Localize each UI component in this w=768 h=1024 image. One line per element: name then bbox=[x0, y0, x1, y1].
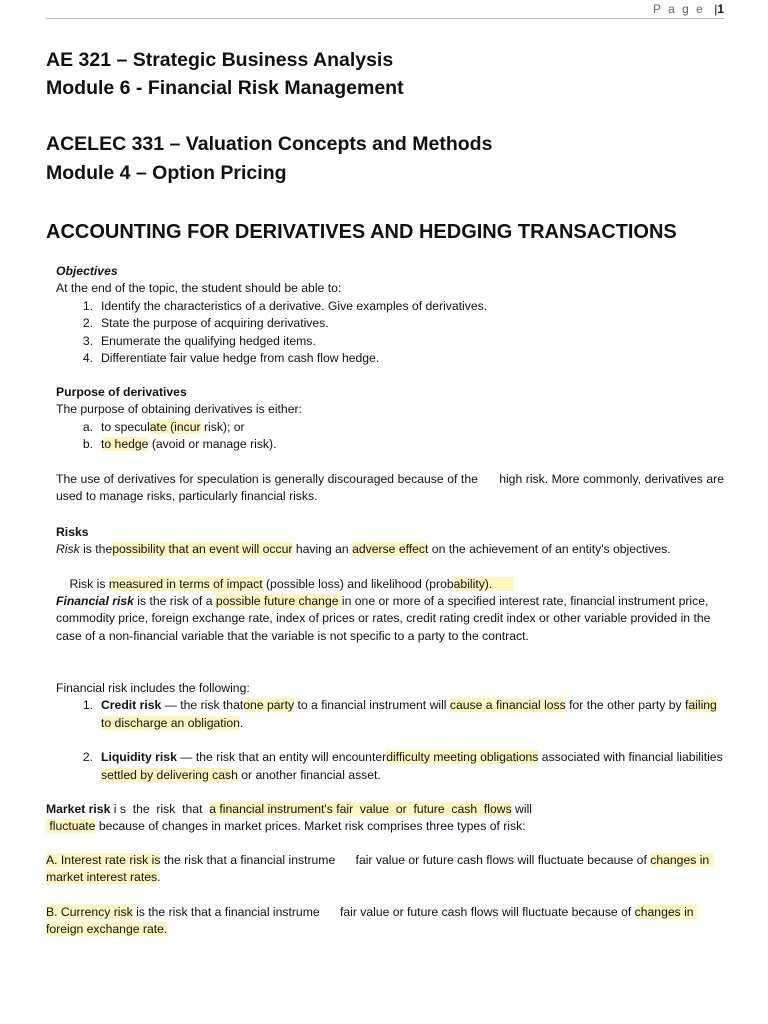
purpose-heading: Purpose of derivatives bbox=[56, 385, 187, 399]
list-item: 1. Credit risk — the risk thatone party to a financial instrument will cause a financial loss for the other party by failing to discharge an obligation. bbox=[82, 698, 717, 730]
financial-risk-paragraph: Financial risk is the risk of a possible future change in one or more of a specified interest rate, financial instrument price, commodity price, foreign exchange rate, index of prices or rates, credit rating credit index or other variable provided in the case of a non-financial variable that the variable is not specific to a party to the contract. bbox=[56, 594, 711, 643]
speculation-paragraph: The use of derivatives for speculation is generally discouraged because of the high risk. More commonly, derivatives are used to manage risks, particularly financial risks. bbox=[56, 472, 728, 504]
page-separator: | bbox=[714, 2, 718, 16]
page-label: P a g e bbox=[653, 2, 705, 16]
purpose-list bbox=[56, 419, 724, 454]
list-item: 1. Identify the characteristics of a derivative. Give examples of derivatives. bbox=[82, 298, 488, 313]
market-risk-paragraph: Market risk i s the risk that a financial instrument's fair value or future cash flows will fluctuate because of changes in market prices. Market risk comprises three types of risk: bbox=[46, 802, 532, 834]
list-item: 2. State the purpose of acquiring derivatives. bbox=[82, 316, 329, 331]
risk-measure: Risk is measured in terms of impact (possible loss) and likelihood (probability). bbox=[69, 577, 513, 592]
interest-rate-risk-paragraph: A. Interest rate risk is the risk that a financial instrume fair value or future cash flows will fluctuate because of changes in market interest rates. bbox=[46, 853, 713, 885]
purpose-section bbox=[56, 384, 724, 454]
course-title-2: ACELEC 331 – Valuation Concepts and Methods bbox=[46, 133, 493, 155]
currency-risk-paragraph: B. Currency risk is the risk that a financial instrume fair value or future cash flows will fluctuate because of changes in foreign exchange rate. bbox=[46, 905, 697, 937]
list-item: 4. Differentiate fair value hedge from cash flow hedge. bbox=[82, 351, 380, 366]
page-header bbox=[46, 0, 724, 19]
includes-intro: Financial risk includes the following: bbox=[56, 681, 250, 695]
objectives-heading: Objectives bbox=[56, 264, 118, 278]
list-item: 3. Enumerate the qualifying hedged items. bbox=[82, 333, 316, 348]
module-title-2: Module 4 – Option Pricing bbox=[46, 162, 287, 184]
list-item: 2. Liquidity risk — the risk that an entity will encounterdifficulty meeting obligations associated with financial liabilities settled by delivering cash or another financial asset. bbox=[82, 750, 723, 782]
risks-heading: Risks bbox=[56, 525, 89, 539]
objectives-list bbox=[56, 298, 724, 368]
objectives-section bbox=[56, 263, 724, 367]
module-title-1: Module 6 - Financial Risk Management bbox=[46, 77, 404, 99]
course-title-1: AE 321 – Strategic Business Analysis bbox=[46, 49, 394, 71]
financial-risk-includes bbox=[56, 680, 724, 784]
risk-definition: Risk is thepossibility that an event will occur having an adverse effect on the achievement of an entity's objectives. bbox=[56, 542, 671, 557]
list-item: b. to hedge (avoid or manage risk). bbox=[82, 437, 277, 452]
objectives-intro: At the end of the topic, the student should be able to: bbox=[56, 281, 342, 296]
list-item: a. to speculate (incur risk); or bbox=[82, 419, 245, 434]
page-number: 1 bbox=[717, 2, 724, 16]
main-heading: ACCOUNTING FOR DERIVATIVES AND HEDGING TRANSACTIONS bbox=[46, 221, 677, 243]
purpose-intro: The purpose of obtaining derivatives is either: bbox=[56, 402, 302, 417]
